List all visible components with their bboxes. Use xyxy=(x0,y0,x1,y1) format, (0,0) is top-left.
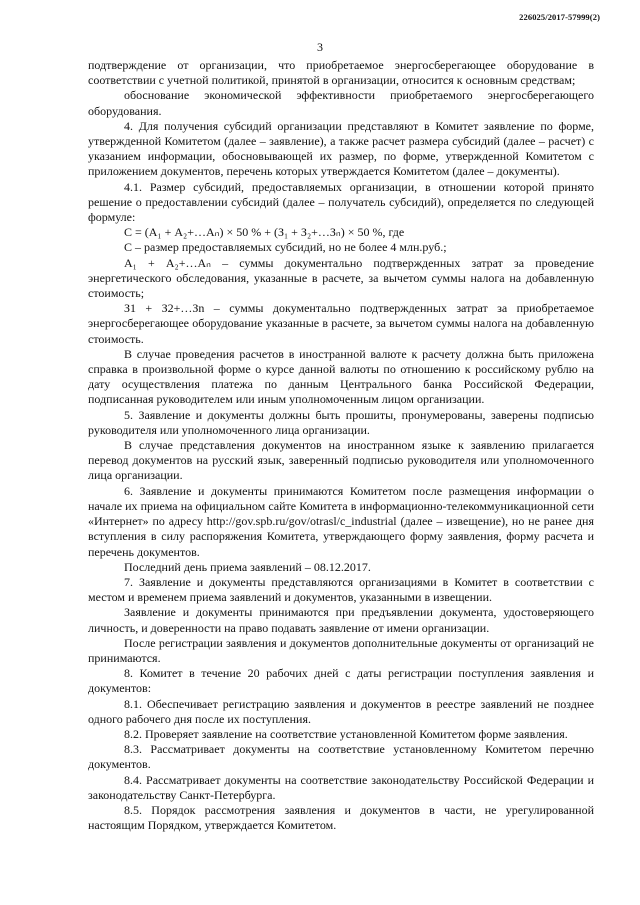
paragraph: 6. Заявление и документы принимаются Комитетом после размещения информации о начале их приема на официальном сайте Комитета в информационно-телекоммуникационной сети «Интернет» по адресу http://gov.spb.ru/gov/otrasl/c_industrial (далее – извещение), но не ранее дня вступления в силу распоряжения Комитета, утверждающего форму заявления, форму расчета и перечень документов. xyxy=(88,483,594,559)
paragraph: 8.3. Рассматривает документы на соответствие установленному Комитетом перечню документов. xyxy=(88,742,594,772)
paragraph: 8.4. Рассматривает документы на соответствие законодательству Российской Федерации и законодательству Санкт-Петербурга. xyxy=(88,772,594,802)
paragraph: З1 + З2+…Зn – суммы документально подтвержденных затрат за приобретаемое энергосберегающее оборудование указанные в расчете, за вычетом суммы налога на добавленную стоимость. xyxy=(88,301,594,346)
paragraph: 7. Заявление и документы представляются организациями в Комитет в соответствии с местом и временем приема заявлений и документов, указанными в извещении. xyxy=(88,574,594,605)
paragraph: Заявление и документы принимаются при предъявлении документа, удостоверяющего личность, и доверенности на право подавать заявление от имени организации. xyxy=(88,605,594,635)
paragraph: подтверждение от организации, что приобретаемое энергосберегающее оборудование в соответствии с учетной политикой, принятой в организации, относится к основным средствам; xyxy=(88,58,594,88)
document-id: 226025/2017-57999(2) xyxy=(519,12,600,22)
paragraph: 8.2. Проверяет заявление на соответствие установленной Комитетом форме заявления. xyxy=(124,726,568,741)
paragraph: После регистрации заявления и документов дополнительные документы от организаций не принимаются. xyxy=(88,635,594,665)
paragraph: 5. Заявление и документы должны быть прошиты, пронумерованы, заверены подписью руководителя или уполномоченного лица организации. xyxy=(88,407,594,437)
deadline-line: Последний день приема заявлений – 08.12.2017. xyxy=(124,559,371,574)
paragraph: А₁ + А₂+…Аₙ – суммы документально подтвержденных затрат за проведение энергетического обследования, указанные в расчете, за вычетом суммы налога на добавленную стоимость; xyxy=(88,255,594,301)
formula-definition: С – размер предоставляемых субсидий, но не более 4 млн.руб.; xyxy=(124,240,447,255)
page-number: 3 xyxy=(317,40,323,54)
paragraph: 8.1. Обеспечивает регистрацию заявления и документов в реестре заявлений не позднее одного рабочего дня после их поступления. xyxy=(88,696,594,726)
paragraph: обоснование экономической эффективности приобретаемого энергосберегающего оборудования. xyxy=(88,88,594,118)
paragraph: 8. Комитет в течение 20 рабочих дней с даты регистрации поступления заявления и документов: xyxy=(88,666,594,696)
document-body xyxy=(88,58,594,833)
paragraph: В случае проведения расчетов в иностранной валюте к расчету должна быть приложена справка в произвольной форме о курсе данной валюты по отношению к российскому рублю на дату осуществления платежа по данным Центрального банка Российской Федерации, подписанная руководителем или иным уполномоченным лицом организации. xyxy=(88,346,594,407)
formula-line: С = (А₁ + А₂+…Аₙ) × 50 % + (З₁ + З₂+…Зₙ) × 50 %, где xyxy=(124,225,405,240)
paragraph: 8.5. Порядок рассмотрения заявления и документов в части, не урегулированной настоящим Порядком, утверждается Комитетом. xyxy=(88,802,594,833)
paragraph: 4. Для получения субсидий организации представляют в Комитет заявление по форме, утвержденной Комитетом (далее – заявление), а также расчет размера субсидий (далее – расчет) с указанием информации, обосновывающей их размер, по форме, утвержденной Комитетом с приложением документов, перечень которых утверждается Комитетом (далее – документы). xyxy=(88,118,594,179)
paragraph: 4.1. Размер субсидий, предоставляемых организации, в отношении которой принято решение о предоставлении субсидий (далее – получатель субсидий), определяется по следующей формуле: xyxy=(88,179,594,225)
paragraph: В случае представления документов на иностранном языке к заявлению прилагается перевод документов на русский язык, заверенный подписью руководителя или уполномоченного лица организации. xyxy=(88,438,594,483)
